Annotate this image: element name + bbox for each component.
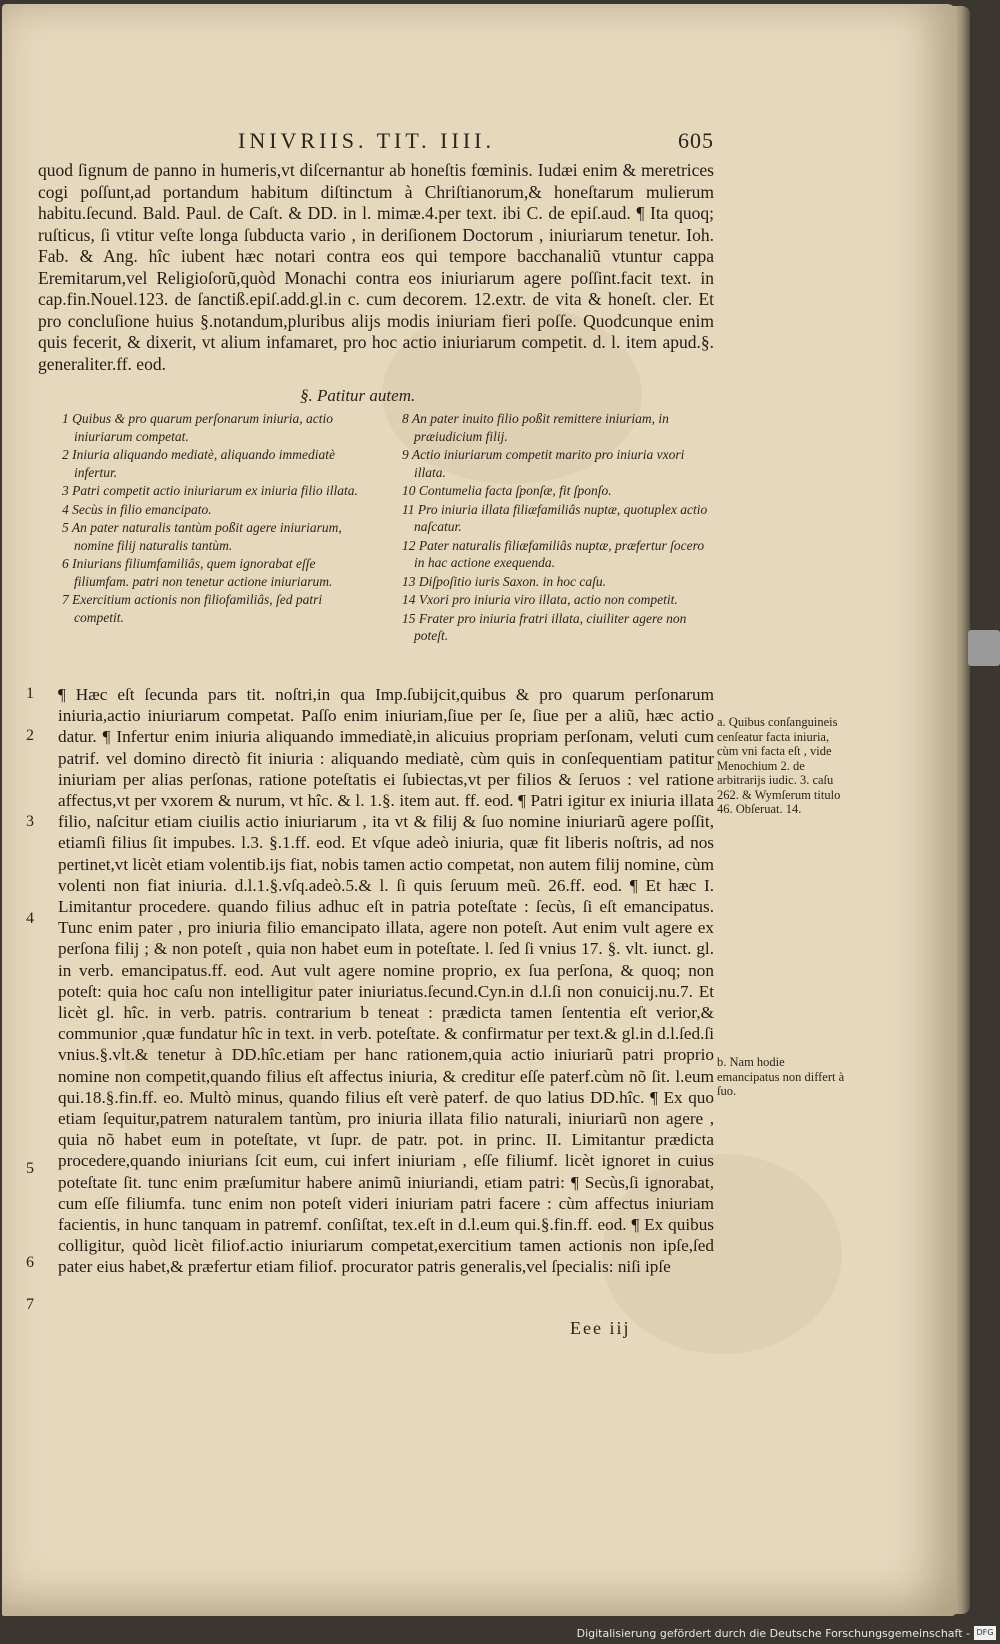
running-title: INIVRIIS. TIT. IIII. xyxy=(238,128,495,153)
catchword-signature: Eee iij xyxy=(570,1318,631,1338)
summary-item: 3 Patri competit actio iniuriarum ex iniuria filio illata. xyxy=(62,483,358,498)
footer-credit: Digitalisierung gefördert durch die Deutsche Forschungsgemeinschaft - xyxy=(576,1627,970,1640)
dfg-logo-icon: DFG xyxy=(974,1626,996,1640)
summary-item: 9 Actio iniuriarum competit marito pro iniuria vxori illata. xyxy=(402,447,685,480)
line-number: 5 xyxy=(26,1160,34,1177)
line-number: 4 xyxy=(26,910,34,927)
running-header xyxy=(38,128,714,154)
summary-item: 12 Pater naturalis filiæfamiliâs nuptæ, præfertur ſocero in hac actione exequenda. xyxy=(402,537,705,570)
summary-item: 2 Iniuria aliquando mediatè, aliquando immediatè infertur. xyxy=(62,447,335,480)
folio-number: 605 xyxy=(678,128,714,153)
opening-paragraph: quod ſignum de panno in humeris,vt diſcernantur ab honeſtis fœminis. Iudæi enim & meretrices cogi poſſunt,ad portandum habitum diſtinctum à Chriſtianorum,& honeſtarum mulierum habitu.ſecund. Bald. Paul. de Caſt. & DD. in l. mimæ.4.per text. ibi C. de epiſ.aud. ¶ Ita quoq; ruſticus, ſi vtitur veſte longa ſubducta vario , in deriſionem Doctorum , iniuriarum tenetur. Ioh. Fab. & Ang. hîc iubent hæc notari contra eos qui tempore bacchanaliũ vtuntur cappa Eremitarum,vel Religioſorũ,quòd Monachi contra eos iniuriarum agere poſſint.facit text. in cap.fin.Nouel.123. de ſanctiß.epiſ.add.gl.in c. cum decorem. 12.extr. de vita & honeſt. cler. Et pro concluſione huius §.notandum,pluribus alijs modis iniuriam fieri poſſe. Quodcunque enim quis fecerit, & dixerit, vt alium infamaret, pro hoc actio iniuriarum competit. d. l. item apud.§. generaliter.ff. eod. xyxy=(38,160,714,374)
summary-item: 15 Frater pro iniuria fratri illata, ciuiliter agere non poteſt. xyxy=(402,610,687,643)
margin-note-a: a. Quibus conſanguineis cenſeatur facta iniuria, cùm vni facta eſt , vide Menochium 2. de arbitrarijs iudic. 3. caſu 262. & Wymſerum titulo 46. Obſeruat. 14. xyxy=(717,715,841,816)
line-number: 2 xyxy=(26,727,34,744)
line-number: 1 xyxy=(26,685,34,702)
scanner-clip xyxy=(968,630,1000,666)
section-title: §. Patitur autem. xyxy=(300,386,416,405)
line-number: 7 xyxy=(26,1296,34,1313)
line-number: 6 xyxy=(26,1254,34,1271)
line-number: 3 xyxy=(26,813,34,830)
summary-left-column xyxy=(62,410,372,627)
summary-item: 14 Vxori pro iniuria viro illata, actio non competit. xyxy=(402,592,678,607)
main-paragraph: ¶ Hæc eſt ſecunda pars tit. noſtri,in qua Imp.ſubijcit,quibus & pro quarum perſonarum iniuria,actio iniuriarum competat. Paſſo enim iniuriam,ſiue per ſe, ſiue per a aliũ, hæc actio datur. ¶ Infertur enim iniuria aliquando immediatè,in alicuius propriam perſonam, veluti cum patrif. vel domino directò fit iniuria : aliquando mediatè, cùm quis in conſequentiam patitur iniuriam per alias perſonas, ratione poteſtatis ei ſubiectas,vt per filios & ſeruos : vel ratione affectus,vt per vxorem & nurum, vt hîc. & l. 1.§. item aut. ff. eod. ¶ Patri igitur ex iniuria illata filio, naſcitur etiam ciuilis actio iniuriarum , ita vt & filij & ſuo nomine iniuriarũ agere poſſit, etiamſi filius ſit impubes. l.3. §.1.ff. eod. Et vſque adeò iniuria, quæ fit liberis noſtris, ad nos pertinet,vt licèt etiam volentib.ijs fiat, nobis tamen actio competat, non autem filij nomine, cùm volenti non fiat iniuria. d.l.1.§.vſq.adeò.5.& l. ſi quis ſeruum meũ. 26.ff. eod. ¶ Et hæc I. Limitantur procedere. quando filius adhuc eſt in patria poteſtate : ſecùs, ſi eſt emancipatus. Tunc enim pater , pro iniuria filio emancipato illata, agere non poteſt. Aut enim vult agere ex perſona filij ; & non poteſt , quia non habet eum in poteſtate. l. ſed ſi vnius 17. §. vlt. iunct. gl. in verb. emancipatus.ff. eod. Aut vult agere nomine proprio, ex ſua perſona, & quoq; non poteſt: quia hoc caſu non intelligitur pater iniuriatus.ſecund.Cyn.in d.l.ſi non conuicij.nu.7. Et licèt gl. hîc. in verb. patris. contrarium b teneat : prædicta tamen ſententia eſt verior,& communior ,quæ fundatur hîc in text. in verb. poteſtate. & confirmatur per text.& gl.in d.l.ſed.ſi vnius.§.vlt.& tenetur à DD.hîc.etiam per hanc rationem,quia actio iniuriarũ patri proprio nomine non competit,quando filius eſt affectus iniuria, & creditur eſſe paterf.cùm nõ ſit. l.eum qui.18.§.fin.ff. eo. Multò minus, quando filius eſt verè paterf. de quo latius DD.hîc. ¶ Ex quo etiam ſequitur,patrem naturalem tantùm, pro iniuria illata filio naturali, iniuriarũ non agere , quia nõ habet eum in poteſtate, vt ſupr. de patr. pot. in princ. II. Limitantur prædicta procedere,quando iniurians ſcit eum, cui infert iniuriam , eſſe filiumf. licèt ignoret in cuius poteſtate ſit. tunc enim præſumitur habere animũ iniuriandi, etiam patri: ¶ Secùs,ſi ignorabat, cum eſſe filiumfa. tunc enim non poteſt videri iniuriam patri facere : cùm affectus iniuriam facientis, in hunc tanquam in patremf. conſiſtat, tex.eſt in d.l.eum qui.§.fin.ff. eod. ¶ Ex quibus colligitur, quòd licèt filiof.actio iniuriarum competat,exercitium tamen actionis non ipſe,ſed pater eius habet,& præfertur etiam filiof. procurator patris generalis,vel ſpecialis: niſi ipſe xyxy=(58,685,714,1277)
summary-item: 1 Quibus & pro quarum perſonarum iniuria, actio iniuriarum competat. xyxy=(62,411,334,444)
margin-note-b: b. Nam hodie emancipatus non differt à ſuo. xyxy=(717,1055,845,1098)
summary-item: 6 Iniurians filiumfamiliâs, quem ignorabat eſſe filiumfam. patri non tenetur actione iniuriarum. xyxy=(62,556,333,589)
summary-item: 7 Exercitium actionis non filiofamiliâs, ſed patri competit. xyxy=(62,592,323,625)
summary-item: 13 Diſpoſitio iuris Saxon. in hoc caſu. xyxy=(402,573,606,589)
summary-item: 5 An pater naturalis tantùm poßit agere iniuriarum, nomine filij naturalis tantùm. xyxy=(62,520,342,553)
summary-item: 4 Secùs in filio emancipato. xyxy=(62,501,212,517)
summary-item: 10 Contumelia facta ſponſæ, fit ſponſo. xyxy=(402,483,612,498)
summary-item: 11 Pro iniuria illata filiæfamiliâs nuptæ, quotuplex actio naſcatur. xyxy=(402,501,708,534)
summary-item: 8 An pater inuito filio poßit remittere iniuriam, in præiudicium filij. xyxy=(402,411,669,444)
summary-right-column xyxy=(402,410,714,646)
